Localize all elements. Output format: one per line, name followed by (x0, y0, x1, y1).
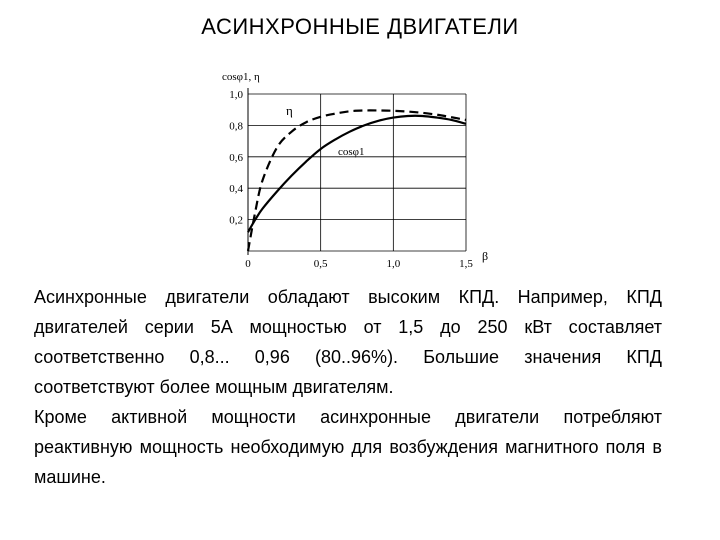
y-tick-label: 0,4 (229, 183, 243, 196)
body-text (34, 282, 662, 492)
series-label-eta: η (286, 103, 293, 118)
x-tick-label: 0,5 (313, 258, 328, 270)
y-tick-label: 1,0 (229, 89, 243, 101)
y-tick-label: 0,2 (229, 214, 243, 227)
chart-axes (248, 88, 466, 255)
y-tick-label: 0,6 (229, 151, 243, 164)
x-tick-label: 1,5 (459, 258, 473, 270)
y-axis-label: cosφ1, η (222, 71, 260, 83)
series-line-eta (248, 110, 466, 251)
paragraph-reactive-power: Кроме активной мощности асинхронные двигатели потребляют реактивную мощность необходимую для возбуждения магнитного поля в машине. (34, 407, 662, 487)
chart-series (248, 110, 466, 251)
slide-title: АСИНХРОННЫЕ ДВИГАТЕЛИ (201, 14, 519, 39)
series-label-cosphi: cosφ1 (338, 146, 365, 158)
x-axis-label: β (482, 249, 489, 263)
paragraph-efficiency: Асинхронные двигатели обладают высоким КПД. Например, КПД двигателей серии 5А мощностью от 1,5 до 250 кВт составляет соответственно 0,8... 0,96 (80..96%). Большие значения КПД соответствуют более мощным двигателям. (34, 287, 662, 397)
chart-ticks (229, 89, 473, 270)
series-line-cosphi (248, 116, 466, 232)
x-tick-label: 0 (245, 258, 251, 270)
efficiency-chart (210, 62, 500, 282)
x-tick-label: 1,0 (386, 258, 401, 270)
y-tick-label: 0,8 (229, 120, 243, 133)
